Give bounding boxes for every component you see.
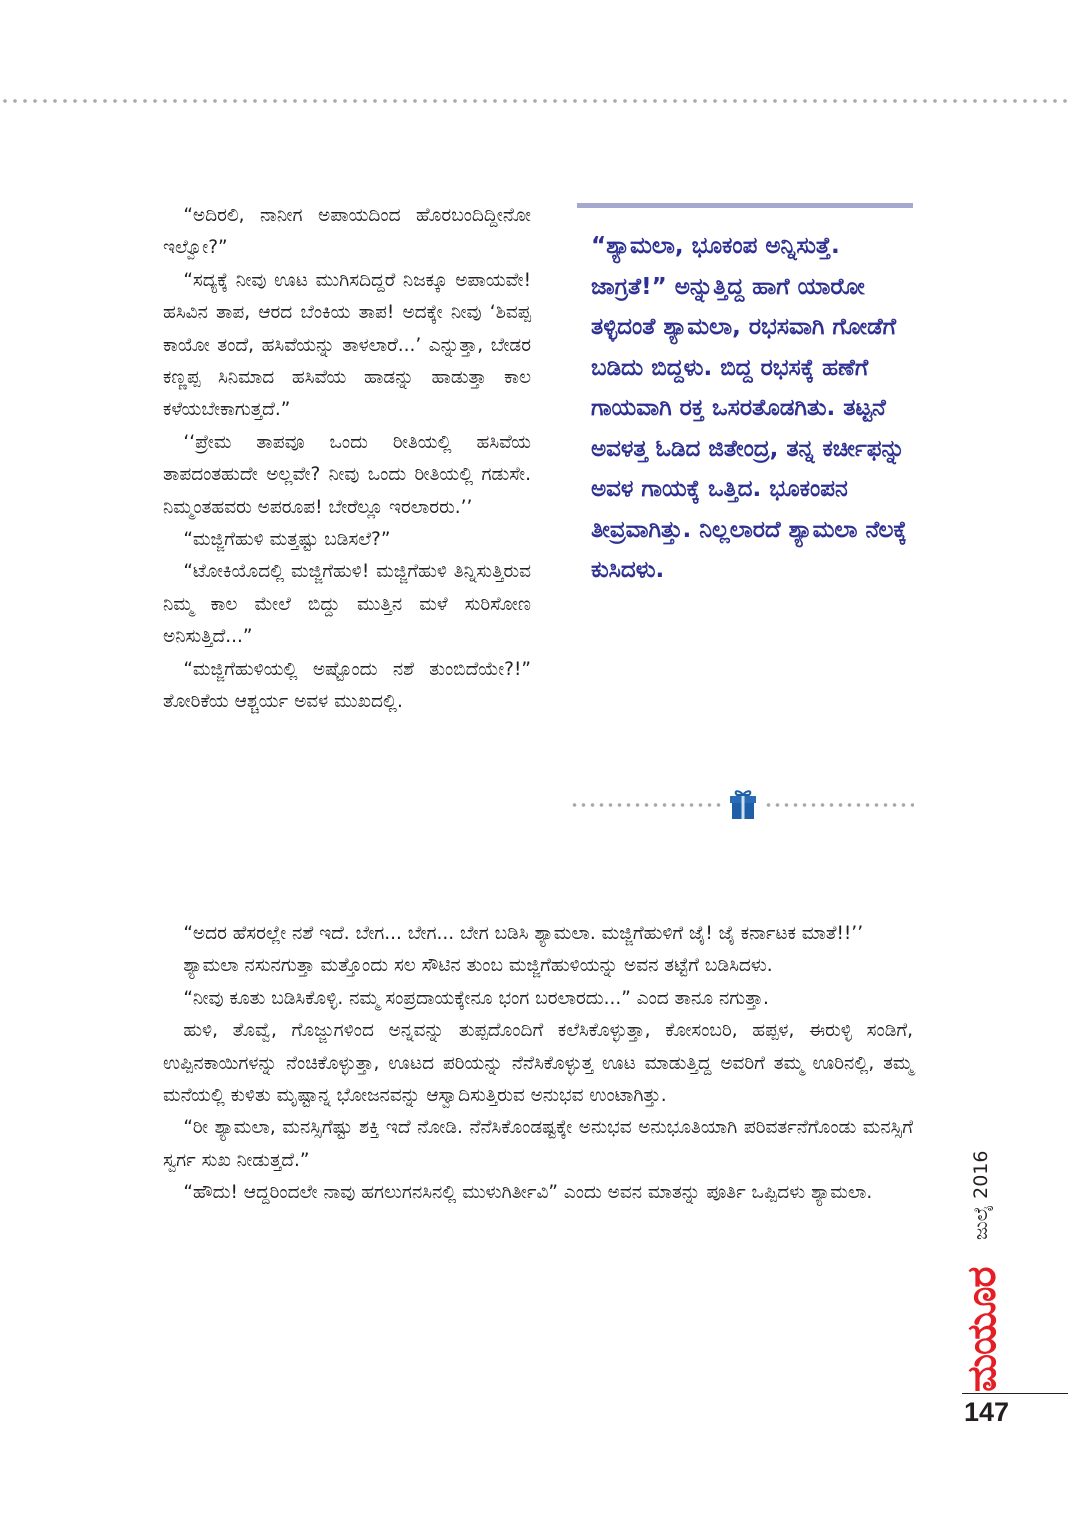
page-number: 147 xyxy=(964,1397,1010,1427)
full-width-text xyxy=(163,918,913,1210)
paragraph: ‘‘ಪ್ರೇಮ ತಾಪವೂ ಒಂದು ರೀತಿಯಲ್ಲಿ ಹಸಿವೆಯ ತಾಪದಂತಹುದೇ ಅಲ್ಲವೇ? ನೀವು ಒಂದು ರೀತಿಯಲ್ಲಿ ಗಡುಸೇ. ನಿಮ್ಮಂತಹವರು ಅಪರೂಪ! ಬೇರೆಲ್ಲೂ ಇರಲಾರರು.’’ xyxy=(163,431,531,518)
paragraph: “ಮಜ್ಜಿಗೆಹುಳಿ ಮತ್ತಷ್ಟು ಬಡಿಸಲೆ?” xyxy=(183,529,391,551)
paragraph: “ರೀ ಶ್ಯಾಮಲಾ, ಮನಸ್ಸಿಗೆಷ್ಟು ಶಕ್ತಿ ಇದೆ ನೋಡಿ. ನೆನೆಸಿಕೊಂಡಷ್ಟಕ್ಕೇ ಅನುಭವ ಅನುಭೂತಿಯಾಗಿ ಪರಿವರ್ತನೆಗೊಂಡು ಮನಸ್ಸಿಗೆ ಸ್ವರ್ಗ ಸುಖ ನೀಡುತ್ತದೆ.” xyxy=(163,1117,913,1171)
paragraph: “ನೀವು ಕೂತು ಬಡಿಸಿಕೊಳ್ಳಿ. ನಮ್ಮ ಸಂಪ್ರದಾಯಕ್ಕೇನೂ ಭಂಗ ಬರಲಾರದು...” ಎಂದ ತಾನೂ ನಗುತ್ತಾ. xyxy=(183,987,769,1009)
issue-date: ಜುಲೈ 2016 xyxy=(970,1150,992,1240)
paragraph: “ಹೌದು! ಆದ್ದರಿಂದಲೇ ನಾವು ಹಗಲುಗನಸಿನಲ್ಲಿ ಮುಳುಗಿರ್ತೀವಿ” ಎಂದು ಅವನ ಮಾತನ್ನು ಪೂರ್ತಿ ಒಪ್ಪಿದಳು ಶ್ಯಾಮಲಾ. xyxy=(183,1182,873,1204)
gift-icon xyxy=(727,788,759,820)
paragraph: “ಮಜ್ಜಿಗೆಹುಳಿಯಲ್ಲಿ ಅಷ್ಟೊಂದು ನಶೆ ತುಂಬಿದೆಯೇ?!” ತೋರಿಕೆಯ ಆಶ್ಚರ್ಯ ಅವಳ ಮುಖದಲ್ಲಿ. xyxy=(163,658,531,713)
paragraph: “ಅದರ ಹೆಸರಲ್ಲೇ ನಶೆ ಇದೆ. ಬೇಗ... ಬೇಗ... ಬೇಗ ಬಡಿಸಿ ಶ್ಯಾಮಲಾ. ಮಜ್ಜಿಗೆಹುಳಿಗೆ ಜೈ! ಜೈ ಕರ್ನಾಟಕ ಮಾತೆ!!’’ xyxy=(183,923,864,944)
dotted-separator-left xyxy=(570,802,722,808)
pull-quote-rule xyxy=(577,203,913,208)
top-dotted-rule xyxy=(0,98,1072,104)
magazine-logo: ಮಯೂರ xyxy=(958,1267,1005,1392)
paragraph: “ಟೋಕಿಯೊದಲ್ಲಿ ಮಜ್ಜಿಗೆಹುಳಿ! ಮಜ್ಜಿಗೆಹುಳಿ ತಿನ್ನಿಸುತ್ತಿರುವ ನಿಮ್ಮ ಕಾಲ ಮೇಲೆ ಬಿದ್ದು ಮುತ್ತಿನ ಮಳೆ ಸುರಿಸೋಣ ಅನಿಸುತ್ತಿದೆ...” xyxy=(163,561,531,648)
paragraph: “ಸದ್ಯಕ್ಕೆ ನೀವು ಊಟ ಮುಗಿಸದಿದ್ದರೆ ನಿಜಕ್ಕೂ ಅಪಾಯವೇ! ಹಸಿವಿನ ತಾಪ, ಆರದ ಬೆಂಕಿಯ ತಾಪ! ಅದಕ್ಕೇ ನೀವು ‘ಶಿವಪ್ಪ ಕಾಯೋ ತಂದೆ, ಹಸಿವೆಯನ್ನು ತಾಳಲಾರೆ...’ ಎನ್ನುತ್ತಾ, ಬೇಡರ ಕಣ್ಣಪ್ಪ ಸಿನಿಮಾದ ಹಸಿವೆಯ ಹಾಡನ್ನು ಹಾಡುತ್ತಾ ಕಾಲ ಕಳೆಯಬೇಕಾಗುತ್ತದೆ.” xyxy=(163,269,531,421)
paragraph: “ಅದಿರಲಿ, ನಾನೀಗ ಅಪಾಯದಿಂದ ಹೊರಬಂದಿದ್ದೀನೋ ಇಲ್ವೋ?” xyxy=(163,205,531,259)
dotted-separator-right xyxy=(764,802,914,808)
paragraph: ಶ್ಯಾಮಲಾ ನಸುನಗುತ್ತಾ ಮತ್ತೊಂದು ಸಲ ಸೌಟಿನ ತುಂಬ ಮಜ್ಜಿಗೆಹುಳಿಯನ್ನು ಅವನ ತಟ್ಟೆಗೆ ಬಡಿಸಿದಳು. xyxy=(183,955,773,977)
page-number-rule xyxy=(962,1393,1068,1394)
pull-quote: “ಶ್ಯಾಮಲಾ, ಭೂಕಂಪ ಅನ್ನಿಸುತ್ತೆ. ಜಾಗ್ರತೆ!” ಅನ್ನುತ್ತಿದ್ದ ಹಾಗೆ ಯಾರೋ ತಳ್ಳಿದಂತೆ ಶ್ಯಾಮಲಾ, ರಭಸವಾಗಿ ಗೋಡೆಗೆ ಬಡಿದು ಬಿದ್ದಳು. ಬಿದ್ದ ರಭಸಕ್ಕೆ ಹಣೆಗೆ ಗಾಯವಾಗಿ ರಕ್ತ ಒಸರತೊಡಗಿತು. ತಟ್ಟನೆ ಅವಳತ್ತ ಓಡಿದ ಜಿತೇಂದ್ರ, ತನ್ನ ಕರ್ಚೀಫನ್ನು ಅವಳ ಗಾಯಕ್ಕೆ ಒತ್ತಿದ. ಭೂಕಂಪನ ತೀವ್ರವಾಗಿತ್ತು. ನಿಲ್ಲಲಾರದೆ ಶ್ಯಾಮಲಾ ನೆಲಕ್ಕೆ ಕುಸಿದಳು. xyxy=(591,233,907,583)
left-column-text xyxy=(163,200,531,719)
paragraph: ಹುಳಿ, ತೊವ್ವೆ, ಗೊಜ್ಜುಗಳಿಂದ ಅನ್ನವನ್ನು ತುಪ್ಪದೊಂದಿಗೆ ಕಲೆಸಿಕೊಳ್ಳುತ್ತಾ, ಕೋಸಂಬರಿ, ಹಪ್ಪಳ, ಈರುಳ್ಳಿ ಸಂಡಿಗೆ, ಉಪ್ಪಿನಕಾಯಿಗಳನ್ನು ನೆಂಚಿಕೊಳ್ಳುತ್ತಾ, ಊಟದ ಪರಿಯನ್ನು ನೆನೆಸಿಕೊಳ್ಳುತ್ತ ಊಟ ಮಾಡುತ್ತಿದ್ದ ಅವರಿಗೆ ತಮ್ಮ ಊರಿನಲ್ಲಿ, ತಮ್ಮ ಮನೆಯಲ್ಲಿ ಕುಳಿತು ಮೃಷ್ಟಾನ್ನ ಭೋಜನವನ್ನು ಆಸ್ವಾದಿಸುತ್ತಿರುವ ಅನುಭವ ಉಂಟಾಗಿತ್ತು. xyxy=(163,1020,913,1107)
